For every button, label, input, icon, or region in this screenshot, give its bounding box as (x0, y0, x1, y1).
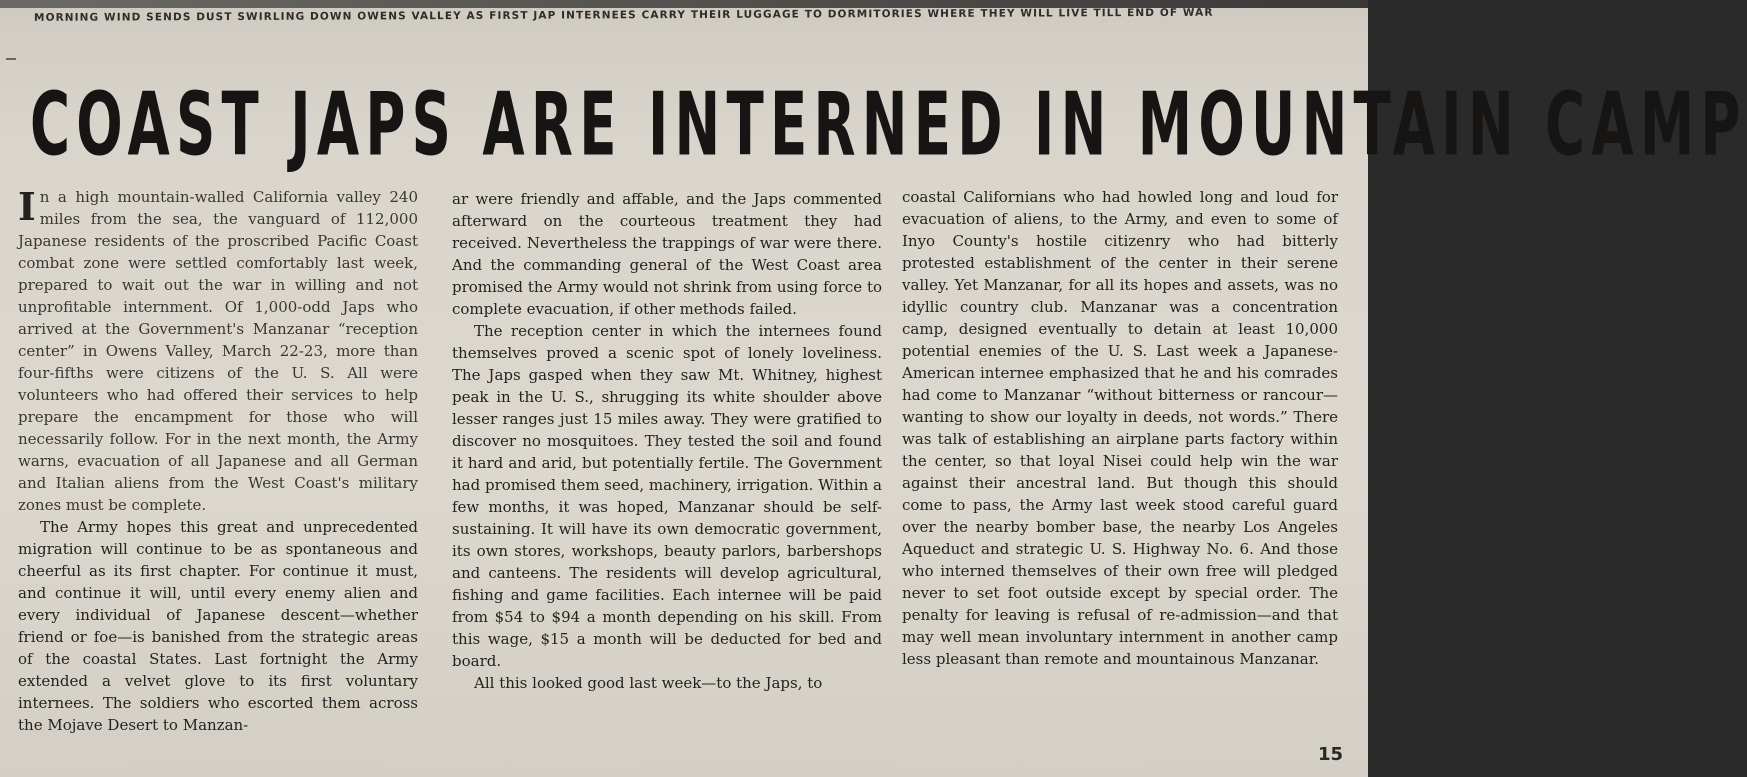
paragraph-text: n a high mountain-walled California valley 240 miles from the sea, the vanguard of 112,000 Japanese residents of the proscribed Pacific Coast combat zone were settled comfortably last week, prepared to wait out the war in willing and not unprofitable internment. Of 1,000-odd Japs who arrived at the Government's Manzanar “reception center” in Owens Valley, March 22-23, more than four-fifths were citizens of the U. S. All were volunteers who had offered their services to help prepare the encampment for those who will necessarily follow. For in the next month, the Army warns, evacuation of all Japanese and all German and Italian aliens from the West Coast's military zones must be complete. (18, 188, 418, 514)
paragraph (18, 186, 418, 516)
article-body (18, 184, 1348, 734)
headline: COAST JAPS ARE INTERNED IN MOUNTAIN CAMP (30, 73, 1747, 176)
paragraph: The reception center in which the internees found themselves proved a scenic spot of lonely loveliness. The Japs gasped when they saw Mt. Whitney, highest peak in the U. S., shrugging its white shoulder above lesser ranges just 15 miles away. They were gratified to discover no mosquitoes. They tested the soil and found it hard and arid, but potentially fertile. The Government had promised them seed, machinery, irrigation. Within a few months, it was hoped, Manzanar should be self-sustaining. It will have its own democratic government, its own stores, workshops, beauty parlors, barbershops and canteens. The residents will develop agricultural, fishing and game facilities. Each internee will be paid from $54 to $94 a month depending on his skill. From this wage, $15 a month will be deducted for bed and board. (452, 322, 882, 670)
paragraph: ar were friendly and affable, and the Japs commented afterward on the courteous treatment they had received. Nevertheless the trappings of war were there. And the commanding general of the West Coast area promised the Army would not shrink from using force to complete evacuation, if other methods failed. (452, 190, 882, 318)
drop-cap: I (18, 184, 36, 229)
article-column-1 (18, 184, 418, 734)
page-number: 15 (1318, 744, 1344, 765)
margin-mark (6, 58, 16, 60)
paragraph: The Army hopes this great and unprecedented migration will continue to be as spontaneous and cheerful as its first chapter. For continue it must, and continue it will, until every enemy alien and every individual of Japanese descent—whether friend or foe—is banished from the strategic areas of the coastal States. Last fortnight the Army extended a velvet glove to its first voluntary internees. The soldiers who escorted them across the Mojave Desert to Manzan- (18, 518, 418, 734)
paragraph: coastal Californians who had howled long and loud for evacuation of aliens, to the Army, and even to some of Inyo County's hostile citizenry who had bitterly protested establishment of the center in their serene valley. Yet Manzanar, for all its hopes and assets, was no idyllic country club. Manzanar was a concentration camp, designed eventually to detain at least 10,000 potential enemies of the U. S. Last week a Japanese-American internee emphasized that he and his comrades had come to Manzanar “without bitterness or rancour—wanting to show our loyalty in deeds, not words.” There was talk of establishing an airplane parts factory within the center, so that loyal Nisei could help win the war against their ancestral land. But though this should come to pass, the Army last week stood careful guard over the nearby bomber base, the nearby Los Angeles Aqueduct and strategic U. S. Highway No. 6. And those who interned themselves of their own free will pledged never to set foot outside except by special order. The penalty for leaving is refusal of re-admission—and that may well mean involuntary internment in another camp less pleasant than remote and mountainous Manzanar. (902, 188, 1338, 668)
paragraph: All this looked good last week—to the Japs, to (474, 674, 823, 692)
article-column-2 (452, 188, 882, 708)
photo-caption: MORNING WIND SENDS DUST SWIRLING DOWN OWENS VALLEY AS FIRST JAP INTERNEES CARRY THEIR LUGGAGE TO DORMITORIES WHERE THEY WILL LIVE TILL END OF WAR (33, 6, 1214, 24)
article-column-3 (902, 186, 1338, 706)
